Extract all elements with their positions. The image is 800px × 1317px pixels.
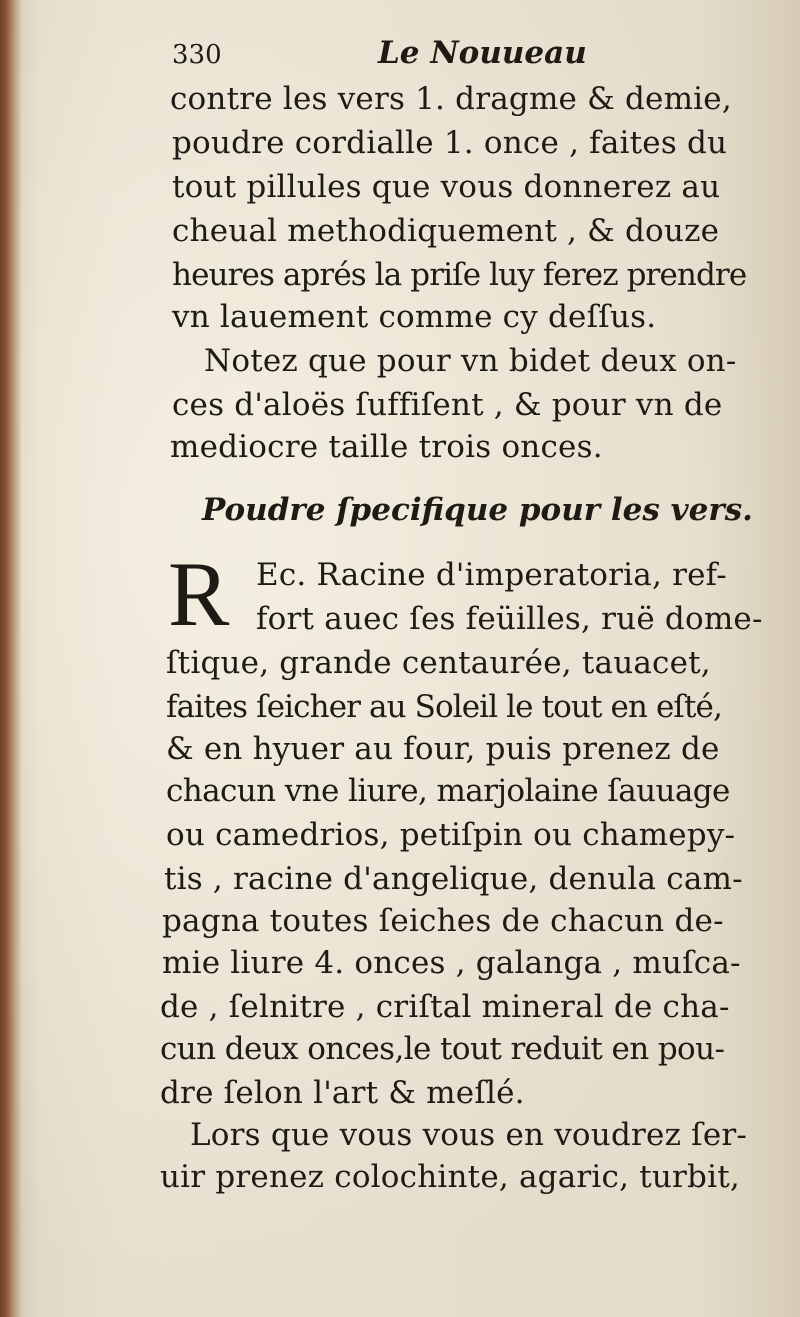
text-line: de , ſelnitre , criſtal mineral de cha- [160,989,730,1025]
text-line: Ec. Racine d'imperatoria, ref- [256,557,727,593]
text-line: contre les vers 1. dragme & demie, [170,81,732,117]
text-line: faites ſeicher au Soleil le tout en eſté, [166,689,722,725]
text-line: chacun vne liure, marjolaine ſauuage [166,773,730,809]
text-line: vn lauement comme cy deſſus. [172,299,657,335]
page-number: 330 [172,40,222,70]
section-heading: Poudre ſpecifique pour les vers. [202,492,753,528]
running-title: Le Nouueau [378,35,587,71]
text-line: & en hyuer au four, puis prenez de [166,731,720,767]
text-line: cheual methodiquement , & douze [172,213,720,249]
text-line: tout pillules que vous donnerez au [172,169,721,205]
text-line: poudre cordialle 1. once , faites du [172,125,728,161]
text-line: mediocre taille trois onces. [170,429,603,465]
text-line: cun deux onces,le tout reduit en pou- [160,1031,725,1067]
text-line: pagna toutes ſeiches de chacun de- [162,903,724,939]
text-line: fort auec ſes feüilles, ruë dome- [256,601,763,637]
text-line: heures aprés la priſe luy ferez prendre [172,257,747,293]
text-line: Lors que vous vous en voudrez ſer- [190,1117,748,1153]
text-line: ou camedrios, petiſpin ou chamepy- [166,817,736,853]
text-line: ces d'aloës ſuffiſent , & pour vn de [172,387,723,423]
text-line: dre ſelon l'art & meſlé. [160,1075,525,1111]
text-line: mie liure 4. onces , galanga , muſca- [162,945,741,981]
text-line: tis , racine d'angelique, denula cam- [164,861,743,897]
text-line: ſtique, grande centaurée, tauacet, [166,645,711,681]
text-line: uir prenez colochinte, agaric, turbit, [160,1159,740,1195]
text-line: Notez que pour vn bidet deux on- [204,343,737,379]
drop-cap: R [168,543,230,645]
